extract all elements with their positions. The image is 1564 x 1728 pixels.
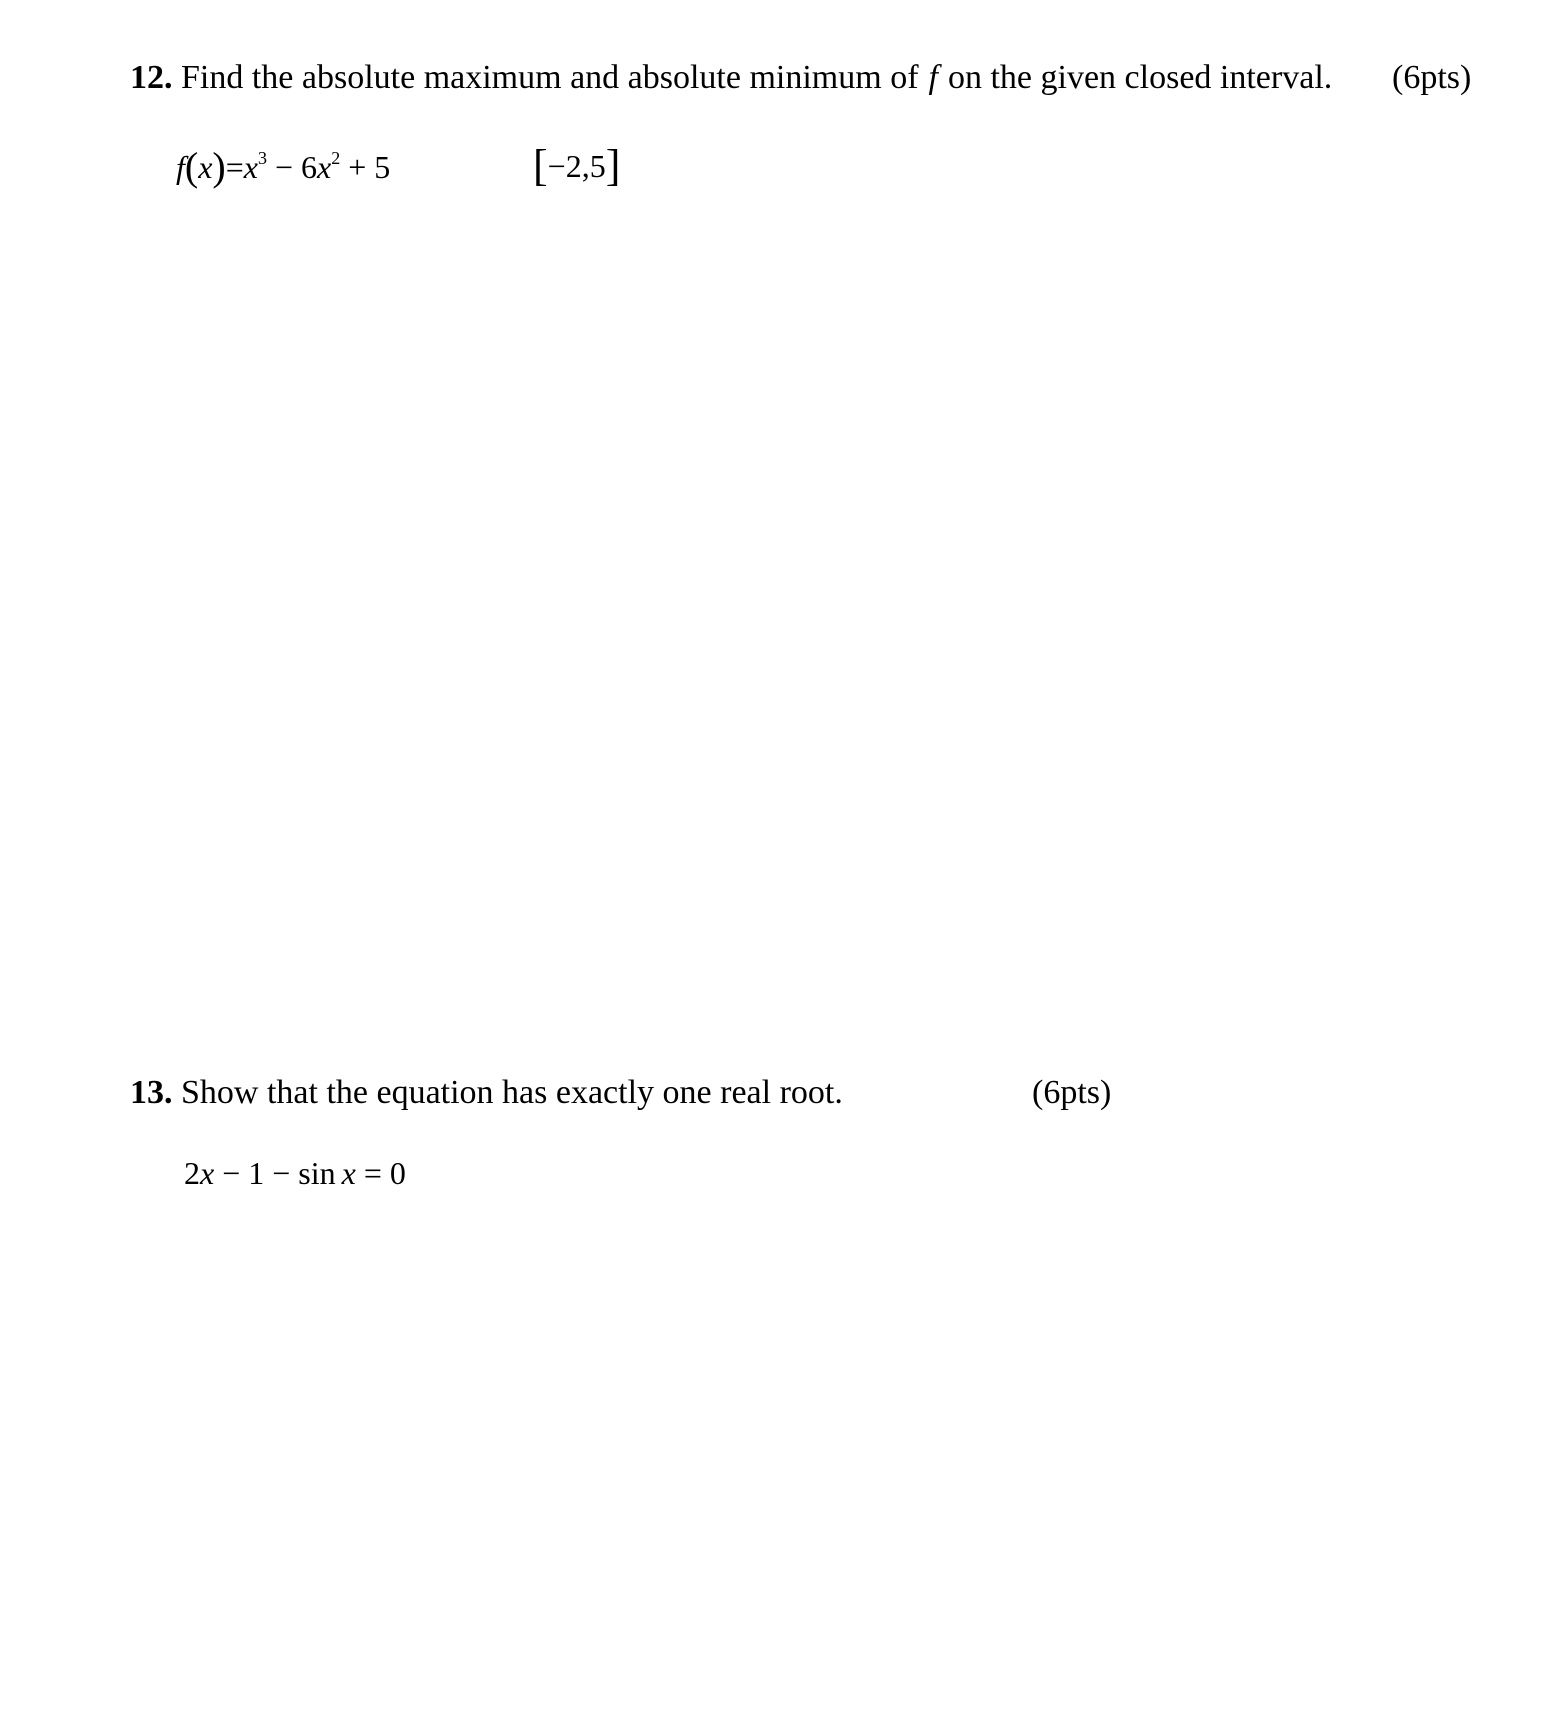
- interval-close-bracket: ]: [605, 141, 621, 190]
- problem-13-equation: [184, 1150, 406, 1196]
- plus-five: + 5: [340, 149, 391, 185]
- open-paren: (: [184, 144, 199, 189]
- problem-12-variable: f: [928, 59, 938, 96]
- equals-sign: =: [225, 149, 244, 185]
- eq-minus-one-minus-sin: − 1 − sin: [214, 1155, 336, 1191]
- term-x-cubed: x: [243, 149, 258, 185]
- close-paren: ): [212, 144, 226, 189]
- eq-x-1: x: [200, 1155, 215, 1191]
- problem-13-statement: [130, 1073, 843, 1113]
- problem-12-text-before: Find the absolute maximum and absolute minimum of: [181, 59, 919, 96]
- term-x-squared: x: [317, 149, 332, 185]
- exponent-2: 2: [331, 148, 341, 168]
- interval-content: −2,5: [547, 148, 606, 184]
- exponent-3: 3: [258, 148, 267, 168]
- problem-12-function: [176, 142, 390, 190]
- problem-12-points: (6pts): [1392, 59, 1472, 96]
- function-arg: x: [198, 149, 213, 185]
- problem-13-text: Show that the equation has exactly one real root.: [181, 1074, 843, 1111]
- problem-12-number: 12.: [130, 59, 173, 96]
- problem-12-statement: [130, 58, 1332, 98]
- interval-open-bracket: [: [533, 141, 548, 190]
- eq-coefficient: 2: [184, 1155, 200, 1191]
- eq-equals-zero: = 0: [355, 1155, 406, 1191]
- eq-x-2: x: [341, 1155, 356, 1191]
- function-name: f: [176, 149, 185, 185]
- problem-12-text-after: on the given closed interval.: [947, 59, 1333, 96]
- problem-12-interval: [533, 140, 620, 189]
- problem-13-number: 13.: [130, 1074, 173, 1111]
- problem-13-points: (6pts): [1032, 1074, 1112, 1111]
- minus-six: − 6: [267, 149, 318, 185]
